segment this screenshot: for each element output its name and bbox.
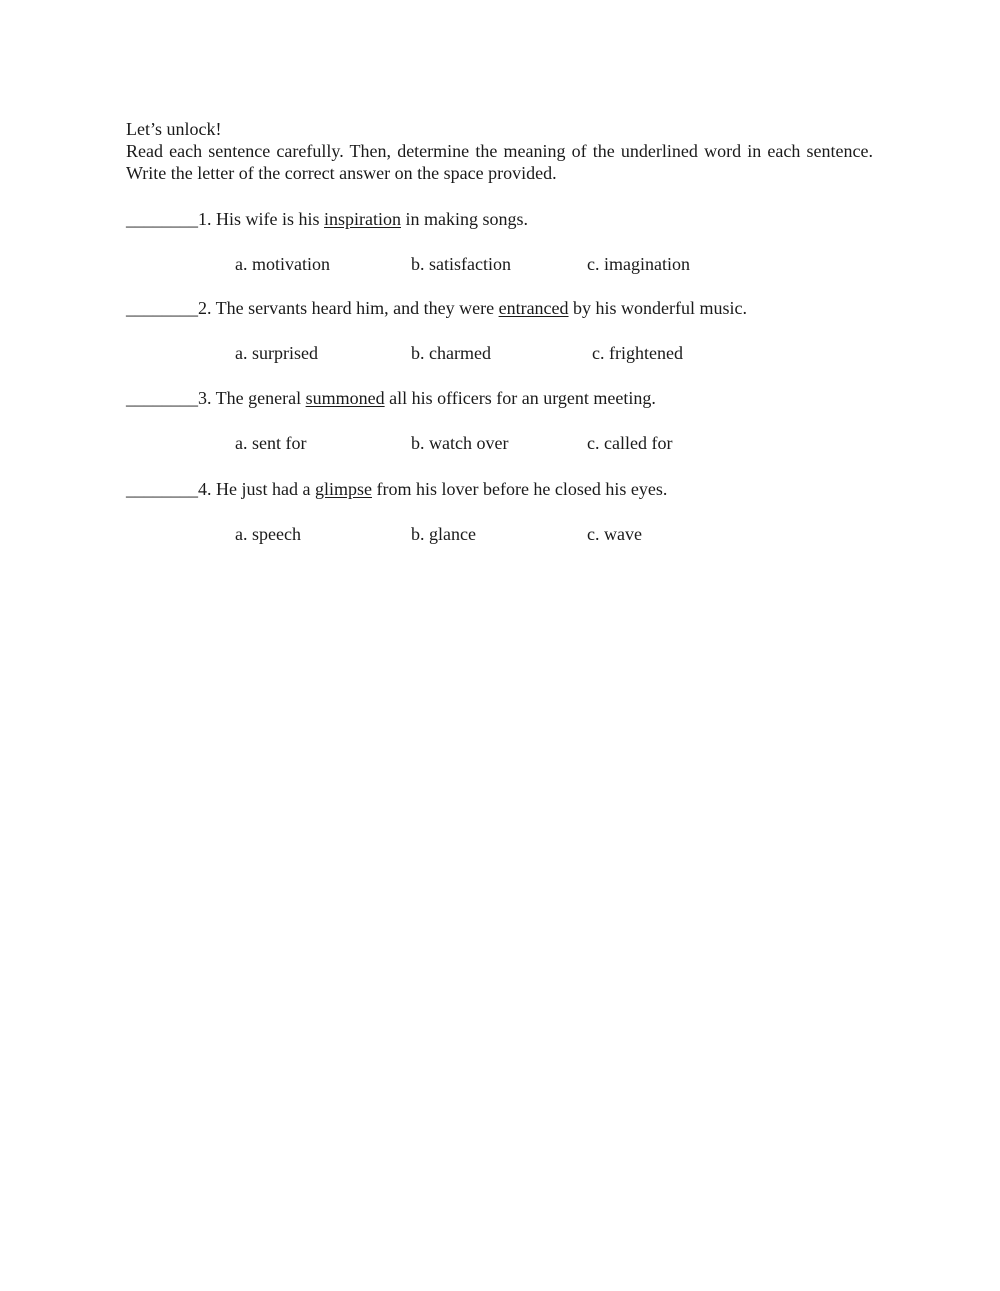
question-2-options: [0, 342, 1000, 364]
option-b: b. charmed: [411, 343, 491, 363]
question-1-options: [0, 253, 1000, 275]
underlined-word: glimpse: [314, 479, 372, 499]
question-text-after: by his wonderful music.: [568, 298, 748, 318]
question-4-options: [0, 523, 1000, 545]
option-c: c. frightened: [592, 343, 683, 363]
option-c: c. called for: [587, 433, 673, 453]
option-b: b. watch over: [411, 433, 509, 453]
question-text-before: The general: [211, 388, 306, 408]
answer-blank-3[interactable]: ________: [126, 388, 198, 408]
question-number: 4.: [198, 479, 212, 499]
question-3-options: [0, 432, 1000, 454]
option-a: a. surprised: [235, 343, 318, 363]
option-b: b. glance: [411, 524, 476, 544]
question-text-after: in making songs.: [401, 209, 529, 229]
option-c: c. imagination: [587, 254, 690, 274]
question-text-before: He just had a: [211, 479, 315, 499]
underlined-word: entranced: [498, 298, 569, 318]
question-text-before: The servants heard him, and they were: [211, 298, 499, 318]
question-number: 2.: [198, 298, 212, 318]
question-3: [126, 387, 656, 409]
question-text-after: all his officers for an urgent meeting.: [384, 388, 656, 408]
underlined-word: summoned: [305, 388, 385, 408]
underlined-word: inspiration: [324, 209, 401, 229]
option-a: a. sent for: [235, 433, 307, 453]
option-a: a. speech: [235, 524, 301, 544]
option-c: c. wave: [587, 524, 642, 544]
instructions-paragraph: Read each sentence carefully. Then, determine the meaning of the underlined word in each sentence. Write the letter of the correct answer on the space provided.: [126, 141, 873, 183]
option-b: b. satisfaction: [411, 254, 511, 274]
question-text-after: from his lover before he closed his eyes.: [371, 479, 668, 499]
question-number: 1.: [198, 209, 212, 229]
answer-blank-2[interactable]: ________: [126, 298, 198, 318]
question-4: [126, 478, 667, 500]
answer-blank-1[interactable]: ________: [126, 209, 198, 229]
worksheet-heading: Let’s unlock!: [126, 119, 222, 139]
option-a: a. motivation: [235, 254, 330, 274]
question-1: [126, 208, 528, 230]
answer-blank-4[interactable]: ________: [126, 479, 198, 499]
question-text-before: His wife is his: [211, 209, 324, 229]
question-number: 3.: [198, 388, 212, 408]
question-2: [126, 297, 747, 319]
